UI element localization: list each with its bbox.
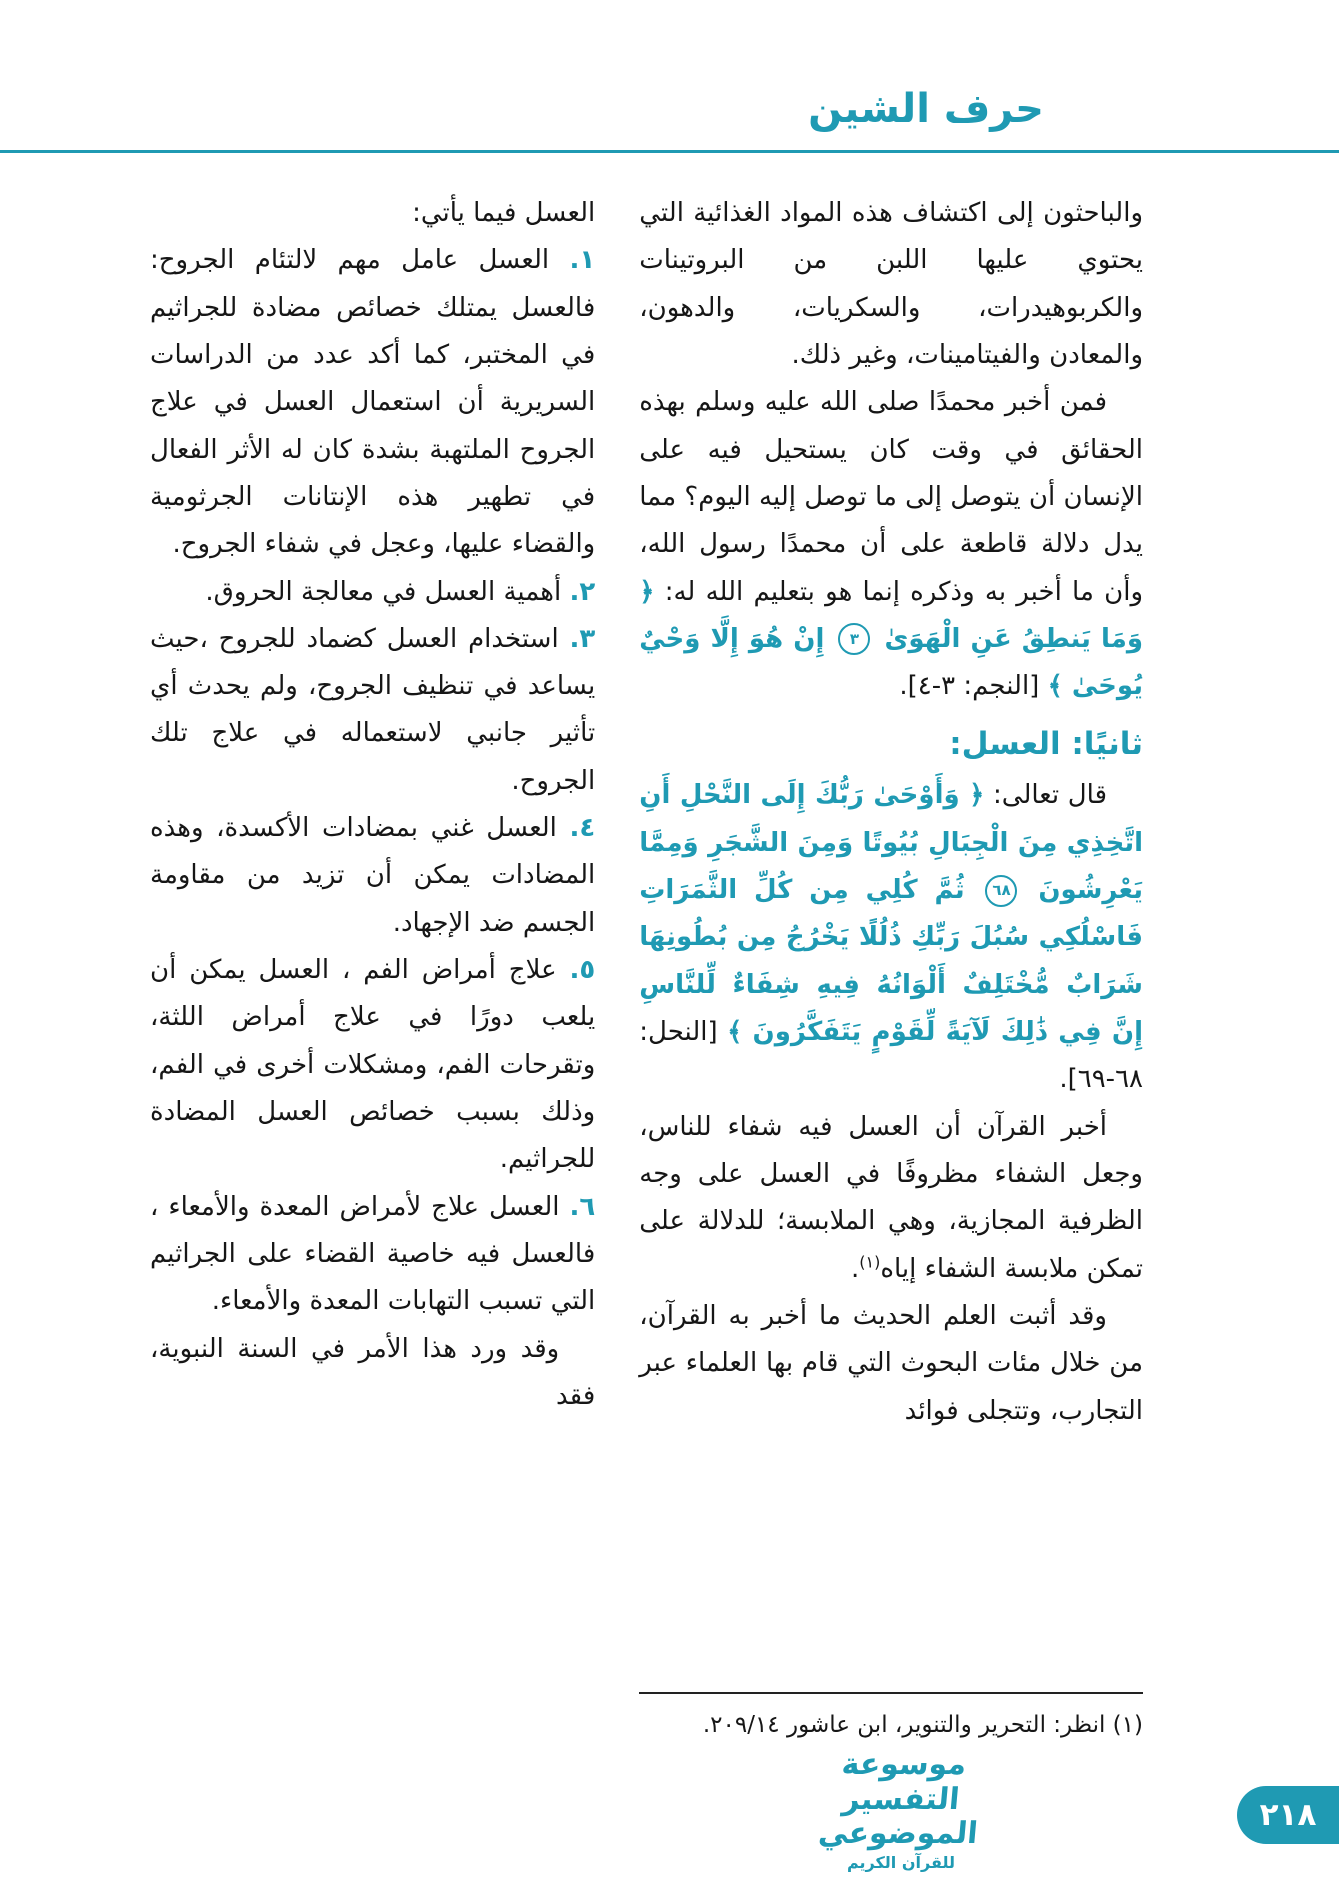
body-text: . — [850, 1253, 860, 1284]
column-right — [639, 190, 1143, 1745]
body-text: والباحثون إلى اكتشاف هذه المواد الغذائية التي يحتوي عليها اللبن من البروتينات والكربوهيدرات، والسكريات، والدهون، والمعادن والفيتامينات، وغير ذلك. — [639, 198, 1143, 370]
quran-text: ﴿ وَأَوْحَىٰ رَبُّكَ إِلَى النَّحْلِ أَنِ اتَّخِذِي مِنَ الْجِبَالِ بُيُوتًا وَمِنَ الشَّجَرِ وَمِمَّا يَعْرِشُونَ — [639, 780, 1143, 906]
body-text: قال تعالى: — [984, 780, 1107, 811]
verse-reference: [النجم: ٣-٤]. — [899, 671, 1048, 702]
list-number: ١. — [569, 245, 596, 276]
paragraph — [150, 190, 595, 237]
list-item — [150, 616, 595, 805]
body-text: العسل عامل مهم لالتئام الجروح: فالعسل يمتلك خصائص مضادة للجراثيم في المختبر، كما أكد عدد من الدراسات السريرية أن استعمال العسل في علاج الجروح الملتهبة بشدة كان له الأثر الفعال في تطهير هذه الإنتانات الجرثومية والقضاء عليها، وعجل في شفاء الجروح. — [150, 245, 596, 560]
publisher-logo — [781, 1748, 1021, 1873]
publisher-logo-subtitle: للقرآن الكريم — [846, 1853, 956, 1872]
body-text: علاج أمراض الفم ، العسل يمكن أن يلعب دورًا في علاج أمراض اللثة، وتقرحات الفم، ومشكلات أخرى في الفم، وذلك بسبب خصائص العسل المضادة للجراثيم. — [150, 955, 596, 1175]
list-number: ٥. — [569, 955, 596, 985]
chapter-title: حرف الشين — [808, 86, 1044, 132]
paragraph — [639, 772, 1143, 1103]
paragraph — [639, 379, 1143, 710]
quran-text: إِنْ هُوَ إِلَّا وَحْيٌ يُوحَىٰ ﴾ — [639, 623, 1143, 702]
column-left — [150, 190, 595, 1745]
list-number: ٢. — [569, 576, 596, 607]
footnote: (١) انظر: التحرير والتنوير، ابن عاشور ٢٠٩/١٤. — [639, 1692, 1143, 1745]
body-text: فمن أخبر محمدًا صلى الله عليه وسلم بهذه الحقائق في وقت كان يستحيل فيه على الإنسان أن يتوصل إلى ما توصل إليه اليوم؟ مما يدل دلالة قاطعة على أن محمدًا رسول الله، وأن ما أخبر به وذكره إنما هو بتعليم الله له: — [639, 387, 1143, 607]
paragraph — [639, 1293, 1143, 1435]
body-text: وقد ورد هذا الأمر في السنة النبوية، فقد — [150, 1333, 596, 1411]
paragraph — [150, 1326, 595, 1421]
header-rule — [0, 150, 1339, 153]
quran-text: ﴿ وَمَا يَنطِقُ عَنِ الْهَوَىٰ — [639, 576, 1143, 654]
list-item — [150, 237, 595, 568]
page-body — [150, 190, 1143, 1745]
section-heading: ثانيًا: العسل: — [949, 726, 1143, 763]
body-text: استخدام العسل كضماد للجروح ،حيث يساعد في تنظيف الجروح، ولم يحدث أي تأثير جانبي لاستعماله في علاج تلك الجروح. — [150, 623, 596, 796]
list-number: ٦. — [569, 1191, 596, 1222]
quran-text: ثُمَّ كُلِي مِن كُلِّ الثَّمَرَاتِ فَاسْلُكِي سُبُلَ رَبِّكِ ذُلُلًا يَخْرُجُ مِن بُطُونِهَا شَرَابٌ مُّخْتَلِفٌ أَلْوَانُهُ فِيهِ شِفَاءٌ لِّلنَّاسِ إِنَّ فِي ذَٰلِكَ لَآيَةً لِّقَوْمٍ يَتَفَكَّرُونَ ﴾ — [639, 875, 1143, 1047]
body-text: أهمية العسل في معالجة الحروق. — [205, 576, 570, 607]
body-text: العسل علاج لأمراض المعدة والأمعاء ، فالعسل فيه خاصية القضاء على الجراثيم التي تسبب التهابات المعدة والأمعاء. — [150, 1191, 596, 1317]
paragraph — [639, 190, 1143, 379]
body-text: العسل فيما يأتي: — [412, 198, 596, 228]
list-item — [150, 1184, 595, 1326]
body-text: أخبر القرآن أن العسل فيه شفاء للناس، وجعل الشفاء مظروفًا في العسل على وجه الظرفية المجازية، وهي الملابسة؛ للدلالة على تمكن ملابسة الشفاء إياه — [639, 1111, 1143, 1284]
list-item — [150, 569, 595, 616]
verse-reference: [النحل: ٦٨-٦٩]. — [639, 1017, 1143, 1095]
list-item — [150, 805, 595, 947]
paragraph — [639, 1104, 1143, 1293]
list-item — [150, 947, 595, 1184]
ayah-marker: ٣ — [838, 623, 870, 655]
publisher-logo-title: موسوعة التفسير الموضوعي — [816, 1746, 980, 1851]
footnote-marker: (١) — [859, 1251, 881, 1271]
ayah-marker: ٦٨ — [985, 875, 1017, 907]
body-text: وقد أثبت العلم الحديث ما أخبر به القرآن، من خلال مئات البحوث التي قام بها العلماء عبر التجارب، وتتجلى فوائد — [639, 1300, 1143, 1426]
body-text: العسل غني بمضادات الأكسدة، وهذه المضادات يمكن أن تزيد من مقاومة الجسم ضد الإجهاد. — [150, 813, 596, 938]
list-number: ٤. — [569, 813, 596, 844]
list-number: ٣. — [569, 623, 596, 654]
page-number-badge: ٢١٨ — [1237, 1786, 1339, 1844]
